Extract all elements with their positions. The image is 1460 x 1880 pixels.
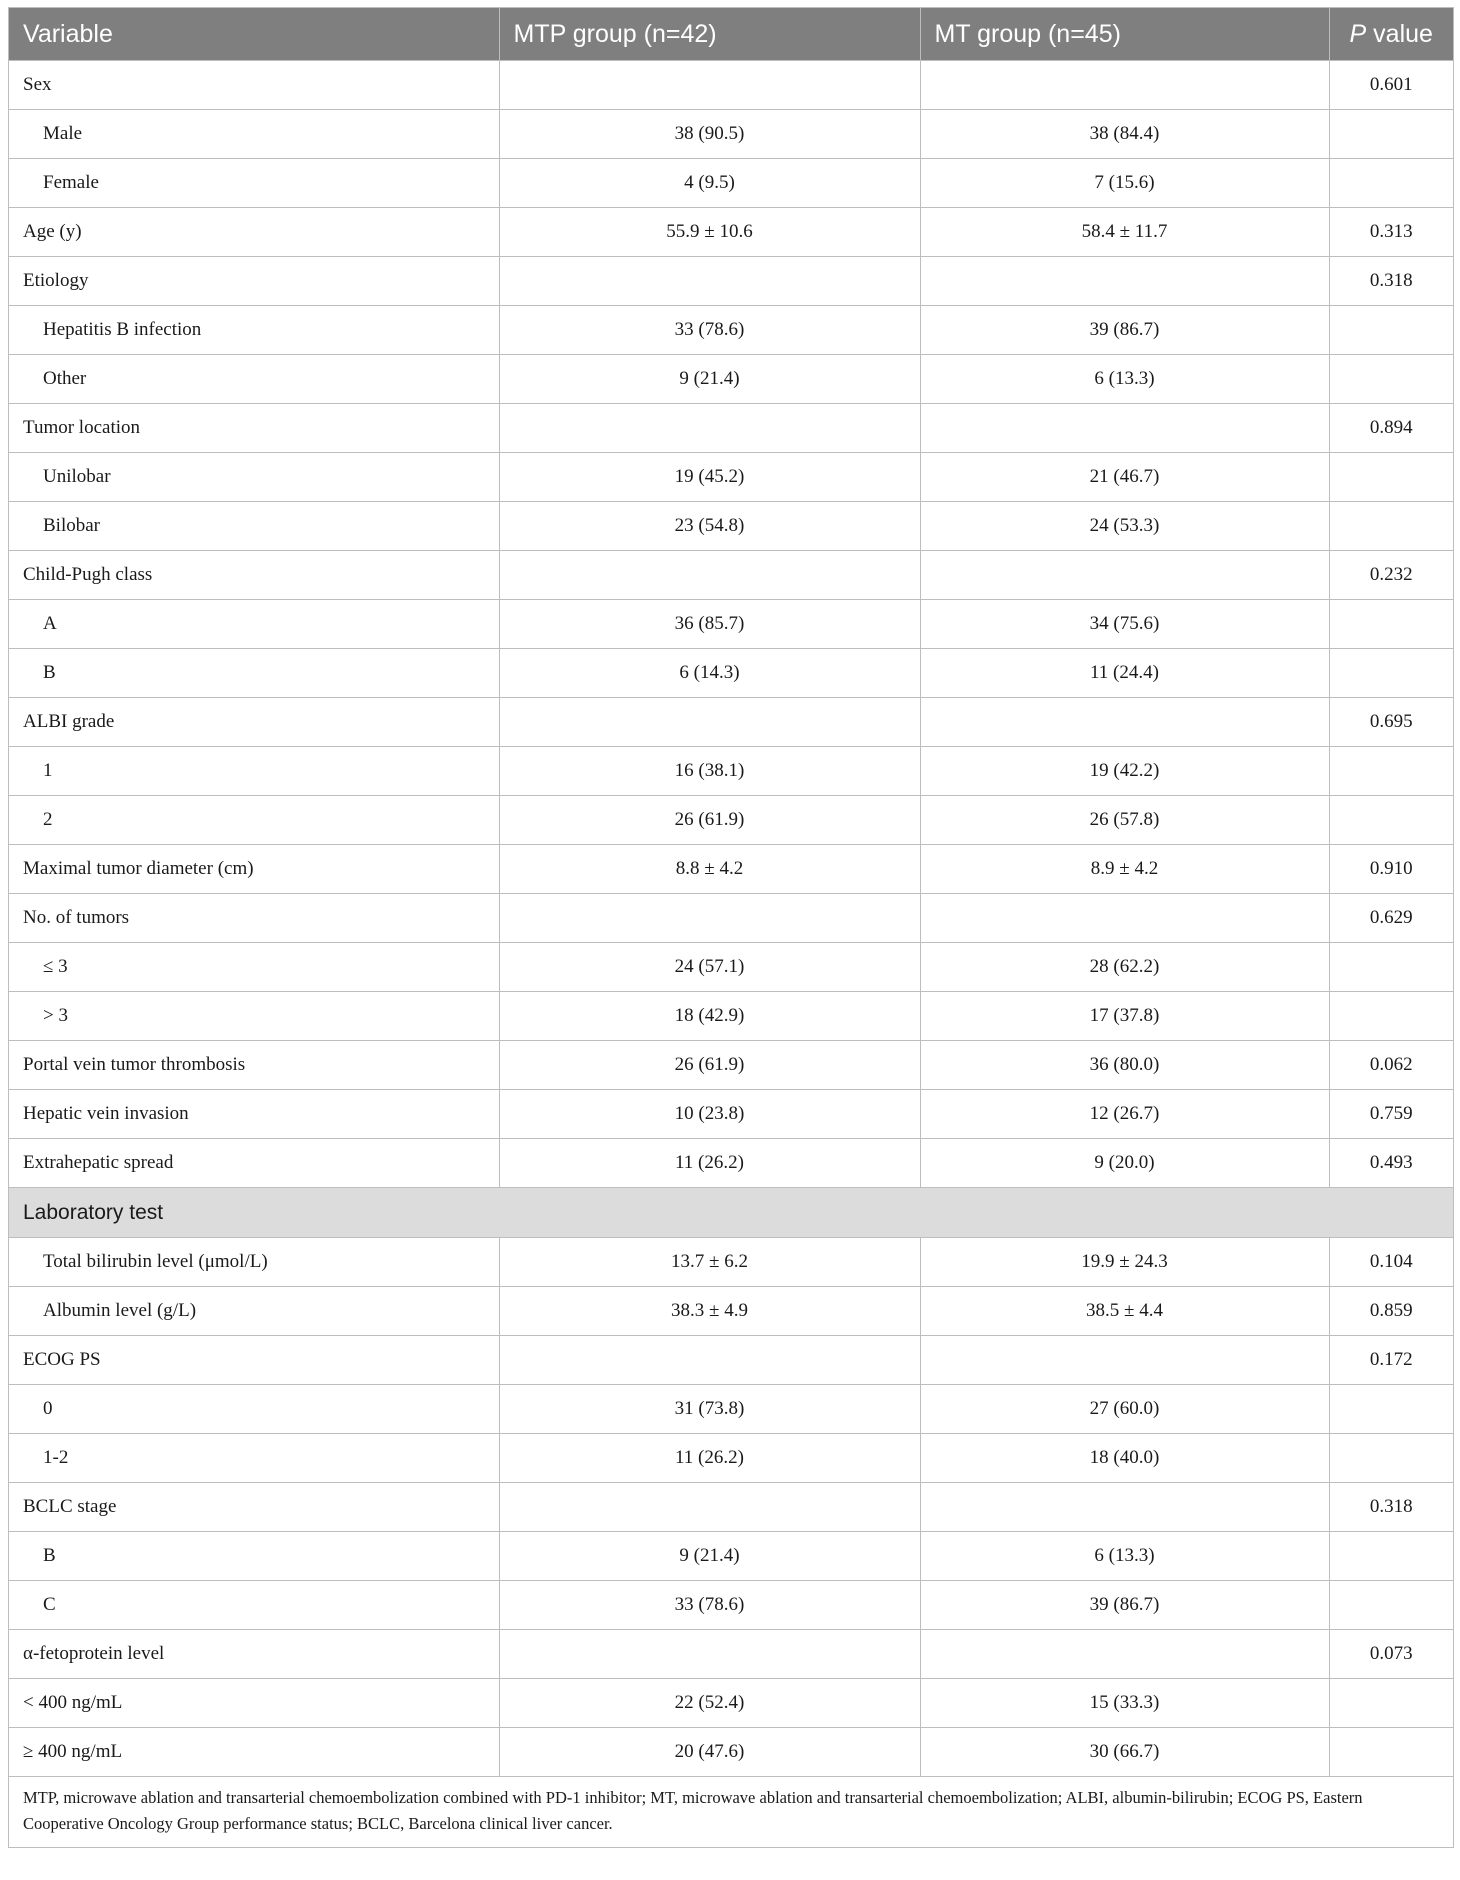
section-row [9, 1188, 1453, 1238]
table-row [9, 1238, 1453, 1287]
mt-value [920, 1336, 1329, 1385]
mtp-value: 33 (78.6) [499, 306, 920, 355]
table-row [9, 159, 1453, 208]
mt-value [920, 698, 1329, 747]
p-value: 0.894 [1329, 404, 1453, 453]
row-label: B [9, 649, 499, 698]
mtp-value [499, 257, 920, 306]
table-row [9, 1287, 1453, 1336]
mt-value: 11 (24.4) [920, 649, 1329, 698]
p-value: 0.629 [1329, 894, 1453, 943]
table-row [9, 1630, 1453, 1679]
mt-value: 19.9 ± 24.3 [920, 1238, 1329, 1287]
mt-value: 26 (57.8) [920, 796, 1329, 845]
p-value [1329, 600, 1453, 649]
mtp-value [499, 1483, 920, 1532]
row-label: Other [9, 355, 499, 404]
mt-value [920, 1630, 1329, 1679]
baseline-characteristics-table-container [8, 7, 1454, 1848]
table-row [9, 551, 1453, 600]
p-value: 0.859 [1329, 1287, 1453, 1336]
header-p-symbol: P [1349, 19, 1367, 48]
p-value [1329, 747, 1453, 796]
mtp-value: 26 (61.9) [499, 1041, 920, 1090]
table-row [9, 1139, 1453, 1188]
p-value [1329, 1434, 1453, 1483]
row-label: Male [9, 110, 499, 159]
mt-value: 34 (75.6) [920, 600, 1329, 649]
mtp-value: 19 (45.2) [499, 453, 920, 502]
table-row [9, 698, 1453, 747]
p-value [1329, 1679, 1453, 1728]
baseline-characteristics-table [9, 8, 1453, 1847]
table-row [9, 649, 1453, 698]
mt-value: 21 (46.7) [920, 453, 1329, 502]
row-label: 0 [9, 1385, 499, 1434]
table-row [9, 1041, 1453, 1090]
mtp-value: 18 (42.9) [499, 992, 920, 1041]
p-value: 0.493 [1329, 1139, 1453, 1188]
row-label: Child-Pugh class [9, 551, 499, 600]
mt-value: 38 (84.4) [920, 110, 1329, 159]
row-label: < 400 ng/mL [9, 1679, 499, 1728]
mtp-value: 6 (14.3) [499, 649, 920, 698]
row-label: Hepatic vein invasion [9, 1090, 499, 1139]
mtp-value [499, 894, 920, 943]
p-value [1329, 502, 1453, 551]
mtp-value [499, 1336, 920, 1385]
table-row [9, 845, 1453, 894]
row-label: Age (y) [9, 208, 499, 257]
mt-value [920, 61, 1329, 110]
row-label: Female [9, 159, 499, 208]
mt-value: 19 (42.2) [920, 747, 1329, 796]
mtp-value: 9 (21.4) [499, 355, 920, 404]
p-value: 0.104 [1329, 1238, 1453, 1287]
table-row [9, 502, 1453, 551]
row-label: No. of tumors [9, 894, 499, 943]
p-value [1329, 306, 1453, 355]
table-row [9, 1336, 1453, 1385]
mtp-value: 11 (26.2) [499, 1434, 920, 1483]
mt-value: 24 (53.3) [920, 502, 1329, 551]
mtp-value: 22 (52.4) [499, 1679, 920, 1728]
table-row [9, 404, 1453, 453]
mtp-value: 38.3 ± 4.9 [499, 1287, 920, 1336]
mtp-value: 36 (85.7) [499, 600, 920, 649]
mt-value: 9 (20.0) [920, 1139, 1329, 1188]
mtp-value [499, 404, 920, 453]
header-variable: Variable [9, 8, 499, 61]
p-value [1329, 159, 1453, 208]
section-label: Laboratory test [9, 1188, 1453, 1238]
table-row [9, 894, 1453, 943]
row-label: 1-2 [9, 1434, 499, 1483]
p-value [1329, 1728, 1453, 1777]
row-label: > 3 [9, 992, 499, 1041]
p-value [1329, 649, 1453, 698]
p-value: 0.313 [1329, 208, 1453, 257]
mt-value: 6 (13.3) [920, 355, 1329, 404]
mt-value: 39 (86.7) [920, 306, 1329, 355]
p-value: 0.232 [1329, 551, 1453, 600]
mtp-value: 55.9 ± 10.6 [499, 208, 920, 257]
row-label: ≤ 3 [9, 943, 499, 992]
mtp-value: 4 (9.5) [499, 159, 920, 208]
table-row [9, 796, 1453, 845]
mt-value [920, 894, 1329, 943]
table-row [9, 257, 1453, 306]
table-row [9, 306, 1453, 355]
table-row [9, 943, 1453, 992]
p-value: 0.759 [1329, 1090, 1453, 1139]
mtp-value [499, 551, 920, 600]
mtp-value: 8.8 ± 4.2 [499, 845, 920, 894]
row-label: Etiology [9, 257, 499, 306]
header-p-suffix: value [1366, 19, 1433, 48]
mt-value: 6 (13.3) [920, 1532, 1329, 1581]
mtp-value: 9 (21.4) [499, 1532, 920, 1581]
mt-value: 12 (26.7) [920, 1090, 1329, 1139]
row-label: Sex [9, 61, 499, 110]
table-row [9, 1434, 1453, 1483]
mtp-value: 11 (26.2) [499, 1139, 920, 1188]
mt-value: 38.5 ± 4.4 [920, 1287, 1329, 1336]
row-label: 2 [9, 796, 499, 845]
mt-value [920, 1483, 1329, 1532]
row-label: Hepatitis B infection [9, 306, 499, 355]
row-label: Portal vein tumor thrombosis [9, 1041, 499, 1090]
mtp-value: 24 (57.1) [499, 943, 920, 992]
p-value [1329, 796, 1453, 845]
p-value: 0.601 [1329, 61, 1453, 110]
row-label: 1 [9, 747, 499, 796]
mt-value: 7 (15.6) [920, 159, 1329, 208]
header-mtp-group: MTP group (n=42) [499, 8, 920, 61]
mt-value: 18 (40.0) [920, 1434, 1329, 1483]
row-label: ECOG PS [9, 1336, 499, 1385]
mt-value [920, 257, 1329, 306]
p-value [1329, 992, 1453, 1041]
p-value: 0.318 [1329, 1483, 1453, 1532]
mtp-value [499, 698, 920, 747]
row-label: ALBI grade [9, 698, 499, 747]
mt-value: 8.9 ± 4.2 [920, 845, 1329, 894]
table-row [9, 1581, 1453, 1630]
row-label: C [9, 1581, 499, 1630]
p-value [1329, 355, 1453, 404]
mtp-value: 16 (38.1) [499, 747, 920, 796]
mt-value: 58.4 ± 11.7 [920, 208, 1329, 257]
header-p-value [1329, 8, 1453, 61]
mt-value [920, 404, 1329, 453]
table-row [9, 61, 1453, 110]
table-row [9, 208, 1453, 257]
mt-value: 28 (62.2) [920, 943, 1329, 992]
table-row [9, 1385, 1453, 1434]
mt-value: 17 (37.8) [920, 992, 1329, 1041]
p-value: 0.172 [1329, 1336, 1453, 1385]
mtp-value [499, 61, 920, 110]
p-value [1329, 1532, 1453, 1581]
mt-value: 36 (80.0) [920, 1041, 1329, 1090]
table-body [9, 61, 1453, 1777]
p-value: 0.062 [1329, 1041, 1453, 1090]
table-footer [9, 1777, 1453, 1848]
mtp-value: 10 (23.8) [499, 1090, 920, 1139]
row-label: ≥ 400 ng/mL [9, 1728, 499, 1777]
table-footnote: MTP, microwave ablation and transarterial chemoembolization combined with PD-1 inhibitor; MT, microwave ablation and transarterial chemoembolization; ALBI, albumin-bilirubin; ECOG PS, Eastern Cooperative Oncology Group performance status; BCLC, Barcelona clinical liver cancer. [9, 1777, 1453, 1848]
footnote-row [9, 1777, 1453, 1848]
table-row [9, 110, 1453, 159]
p-value: 0.318 [1329, 257, 1453, 306]
mtp-value: 33 (78.6) [499, 1581, 920, 1630]
mt-value: 39 (86.7) [920, 1581, 1329, 1630]
p-value: 0.910 [1329, 845, 1453, 894]
p-value [1329, 110, 1453, 159]
row-label: Total bilirubin level (μmol/L) [9, 1238, 499, 1287]
mt-value: 15 (33.3) [920, 1679, 1329, 1728]
row-label: Bilobar [9, 502, 499, 551]
row-label: Tumor location [9, 404, 499, 453]
p-value: 0.695 [1329, 698, 1453, 747]
mtp-value: 31 (73.8) [499, 1385, 920, 1434]
row-label: α-fetoprotein level [9, 1630, 499, 1679]
mtp-value: 38 (90.5) [499, 110, 920, 159]
row-label: B [9, 1532, 499, 1581]
header-mt-group: MT group (n=45) [920, 8, 1329, 61]
table-row [9, 747, 1453, 796]
mtp-value: 20 (47.6) [499, 1728, 920, 1777]
mtp-value: 26 (61.9) [499, 796, 920, 845]
mtp-value [499, 1630, 920, 1679]
p-value [1329, 453, 1453, 502]
row-label: Maximal tumor diameter (cm) [9, 845, 499, 894]
table-row [9, 600, 1453, 649]
table-row [9, 355, 1453, 404]
table-row [9, 1679, 1453, 1728]
mtp-value: 13.7 ± 6.2 [499, 1238, 920, 1287]
table-row [9, 1090, 1453, 1139]
table-header [9, 8, 1453, 61]
row-label: BCLC stage [9, 1483, 499, 1532]
row-label: Unilobar [9, 453, 499, 502]
table-row [9, 1728, 1453, 1777]
row-label: A [9, 600, 499, 649]
row-label: Extrahepatic spread [9, 1139, 499, 1188]
p-value [1329, 1385, 1453, 1434]
mt-value [920, 551, 1329, 600]
table-row [9, 1483, 1453, 1532]
mt-value: 30 (66.7) [920, 1728, 1329, 1777]
p-value: 0.073 [1329, 1630, 1453, 1679]
table-row [9, 992, 1453, 1041]
table-row [9, 1532, 1453, 1581]
row-label: Albumin level (g/L) [9, 1287, 499, 1336]
mtp-value: 23 (54.8) [499, 502, 920, 551]
header-row [9, 8, 1453, 61]
mt-value: 27 (60.0) [920, 1385, 1329, 1434]
table-row [9, 453, 1453, 502]
p-value [1329, 943, 1453, 992]
p-value [1329, 1581, 1453, 1630]
